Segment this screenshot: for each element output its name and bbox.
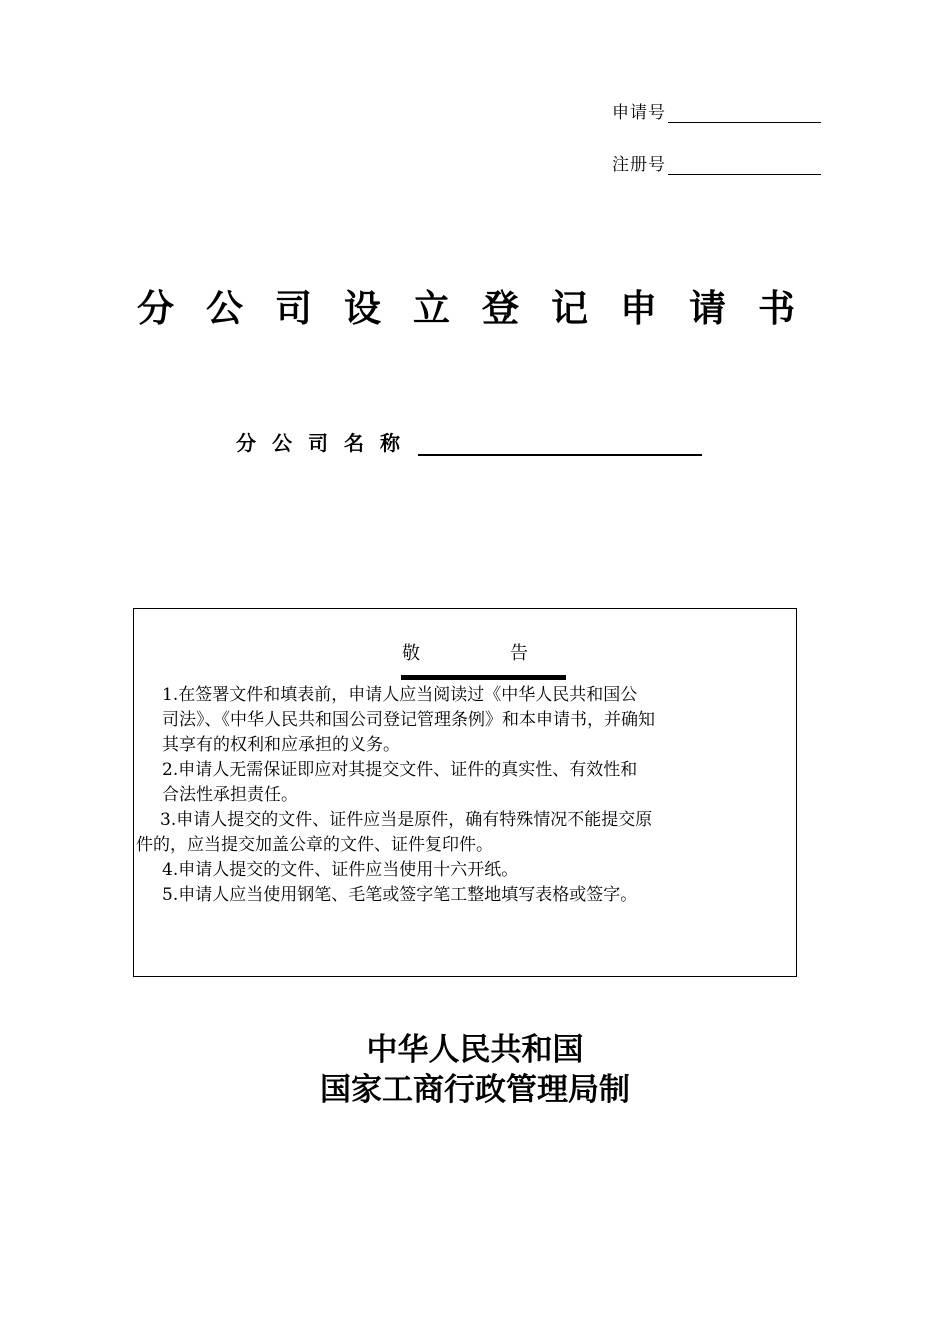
- notice-item-1-line-3: 其享有的权利和应承担的义务。: [162, 735, 400, 755]
- notice-box: [133, 608, 797, 977]
- notice-item-3-line-2: 件的，应当提交加盖公章的文件、证件复印件。: [136, 835, 493, 855]
- registration-number-label: 注册号: [612, 155, 666, 175]
- notice-body: [134, 683, 796, 908]
- registration-number-blank[interactable]: [668, 156, 821, 175]
- notice-item-3-line-1: 3.申请人提交的文件、证件应当是原件，确有特殊情况不能提交原: [160, 810, 653, 830]
- application-number-label: 申请号: [612, 103, 666, 123]
- issuer-footer: [0, 1030, 950, 1110]
- notice-item-1-line-2: 司法》、《中华人民共和国公司登记管理条例》和本申请书，并确知: [162, 710, 655, 730]
- notice-item-5: 5.申请人应当使用钢笔、毛笔或签字笔工整地填写表格或签字。: [162, 885, 638, 905]
- application-number-blank[interactable]: [668, 104, 821, 123]
- issuer-country: 中华人民共和国: [366, 1032, 584, 1068]
- branch-name-field: [236, 427, 702, 456]
- notice-item-4: 4.申请人提交的文件、证件应当使用十六开纸。: [162, 860, 519, 880]
- document-title: 分公司设立登记申请书: [137, 287, 827, 330]
- notice-item-2-line-2: 合法性承担责任。: [162, 785, 298, 805]
- notice-item-1-line-1: 1.在签署文件和填表前，申请人应当阅读过《中华人民共和国公: [162, 685, 638, 705]
- application-number-field: [612, 98, 821, 123]
- branch-name-label: 分公司名称: [236, 431, 416, 455]
- notice-title: 敬告: [402, 643, 618, 664]
- branch-name-blank[interactable]: [418, 428, 702, 456]
- notice-item-2-line-1: 2.申请人无需保证即应对其提交文件、证件的真实性、有效性和: [162, 760, 638, 780]
- registration-number-field: [612, 150, 821, 175]
- issuer-agency: 国家工商行政管理局制: [320, 1072, 630, 1108]
- notice-title-underline: [401, 675, 566, 680]
